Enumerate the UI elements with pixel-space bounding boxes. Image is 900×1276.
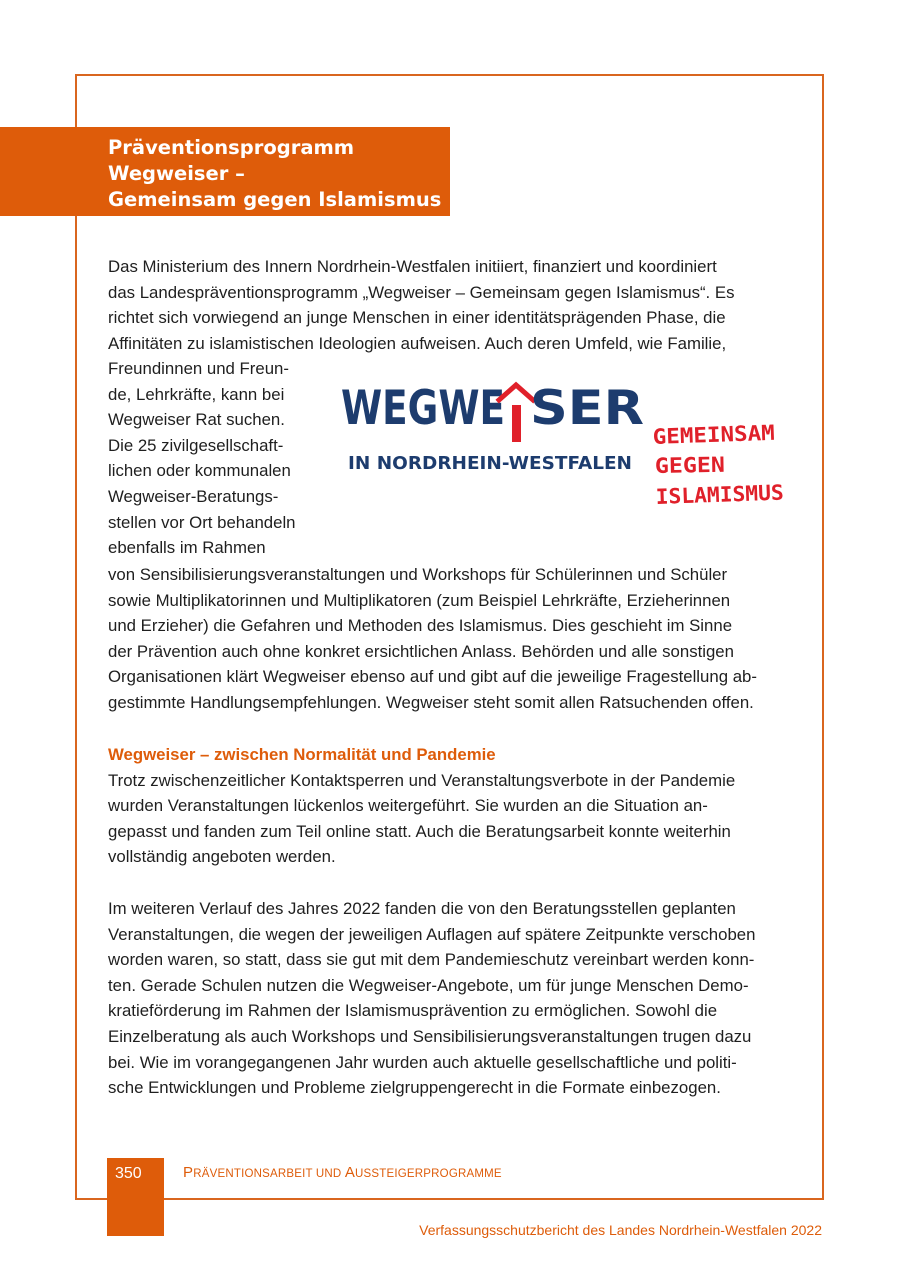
- text-line: ten. Gerade Schulen nutzen die Wegweiser-Angebote, um für junge Menschen Demo-: [108, 975, 749, 995]
- logo-i-stem: [512, 405, 521, 442]
- text-line: von Sensibilisierungsveranstaltungen und Workshops für Schülerinnen und Schüler: [108, 565, 728, 584]
- section-pandemic: [108, 742, 735, 870]
- page-title: [0, 127, 450, 216]
- title-line-1: Präventionsprogramm: [108, 136, 355, 159]
- text-line: bei. Wie im vorangegangenen Jahr wurden auch aktuelle gesellschaftliche und politi-: [108, 1052, 737, 1072]
- section-part-2: USSTEIGERPROGRAMME: [355, 1168, 502, 1180]
- text-line: das Landespräventionsprogramm „Wegweiser – Gemeinsam gegen Islamismus“. Es: [108, 282, 735, 302]
- page-number: 350: [115, 1165, 142, 1182]
- running-section-title: [183, 1164, 502, 1181]
- text-line: Affinitäten zu islamistischen Ideologien aufweisen. Auch deren Umfeld, wie Familie,: [108, 333, 727, 353]
- text-line: Freundinnen und Freun-: [108, 359, 289, 378]
- section-heading: Wegweiser – zwischen Normalität und Pandemie: [108, 745, 496, 764]
- text-line: richtet sich vorwiegend an junge Menschen in einer identitätsprägenden Phase, die: [108, 308, 726, 328]
- text-line: Im weiteren Verlauf des Jahres 2022 fanden die von den Beratungsstellen geplanten: [108, 899, 736, 918]
- logo-word-left: WEGWE: [341, 381, 505, 436]
- intro-paragraph-bottom: [108, 562, 757, 716]
- logo-slogan-3: ISLAMISMUS: [655, 480, 783, 509]
- text-line: wurden Veranstaltungen lückenlos weitergeführt. Sie wurden an die Situation an-: [108, 796, 708, 816]
- wegweiser-logo: [335, 372, 795, 522]
- title-line-3: Gemeinsam gegen Islamismus: [108, 188, 442, 211]
- section-initial-a: A: [344, 1164, 356, 1181]
- text-line: Wegweiser-Beratungs-: [108, 486, 279, 506]
- text-line: kratieförderung im Rahmen der Islamismusprävention zu ermöglichen. Sowohl die: [108, 1001, 718, 1021]
- text-line: Organisationen klärt Wegweiser ebenso auf und gibt auf die jeweilige Fragestellung ab-: [108, 667, 757, 687]
- intro-paragraph-top: [108, 254, 734, 356]
- text-line: stellen vor Ort behandeln: [108, 512, 296, 532]
- title-line-2: Wegweiser –: [108, 162, 245, 185]
- text-line: der Prävention auch ohne konkret ersichtlichen Anlass. Behörden und alle sonstigen: [108, 641, 734, 661]
- page-number-box: [107, 1158, 164, 1236]
- text-line: lichen oder kommunalen: [108, 461, 291, 481]
- logo-slogan-1: GEMEINSAM: [652, 421, 767, 449]
- text-line: worden waren, so statt, dass sie gut mit dem Pandemieschutz vereinbart werden konn-: [108, 950, 755, 970]
- text-line: sowie Multiplikatorinnen und Multiplikatoren (zum Beispiel Lehrkräfte, Erzieherinnen: [108, 590, 731, 610]
- logo-subtitle: IN NORDRHEIN-WESTFALEN: [348, 453, 632, 474]
- text-line: Veranstaltungen, die wegen der jeweiligen Auflagen auf spätere Zeitpunkte verschoben: [108, 924, 756, 944]
- text-line: Trotz zwischenzeitlicher Kontaktsperren und Veranstaltungsverbote in der Pandemie: [108, 770, 736, 790]
- text-line: Wegweiser Rat suchen.: [108, 410, 285, 430]
- text-line: Einzelberatung als auch Workshops und Sensibilisierungsveranstaltungen trugen dazu: [108, 1026, 752, 1046]
- section-part-1: RÄVENTIONSARBEIT UND: [193, 1168, 345, 1180]
- text-line: gepasst und fanden zum Teil online statt. Auch die Beratungsarbeit konnte weiterhin: [108, 821, 731, 841]
- section-2022: [108, 896, 755, 1101]
- text-line: gestimmte Handlungsempfehlungen. Wegweiser steht somit allen Ratsuchenden offen.: [108, 692, 754, 712]
- text-line: Die 25 zivilgesellschaft-: [108, 435, 284, 455]
- text-line: ebenfalls im Rahmen: [108, 538, 266, 558]
- text-line: de, Lehrkräfte, kann bei: [108, 384, 285, 404]
- text-line: sche Entwicklungen und Probleme zielgruppengerecht in die Formate einbezogen.: [108, 1078, 721, 1098]
- text-line: Das Ministerium des Innern Nordrhein-Westfalen initiiert, finanziert und koordiniert: [108, 257, 717, 276]
- text-line: vollständig angeboten werden.: [108, 847, 336, 867]
- publication-footer: Verfassungsschutzbericht des Landes Nordrhein-Westfalen 2022: [419, 1222, 822, 1238]
- text-line: und Erzieher) die Gefahren und Methoden des Islamismus. Dies geschieht im Sinne: [108, 616, 733, 636]
- logo-slogan-2: GEGEN: [654, 452, 719, 478]
- logo-word-right: SER: [530, 381, 644, 436]
- section-initial-p: P: [183, 1164, 194, 1181]
- intro-paragraph-narrow: [108, 356, 296, 561]
